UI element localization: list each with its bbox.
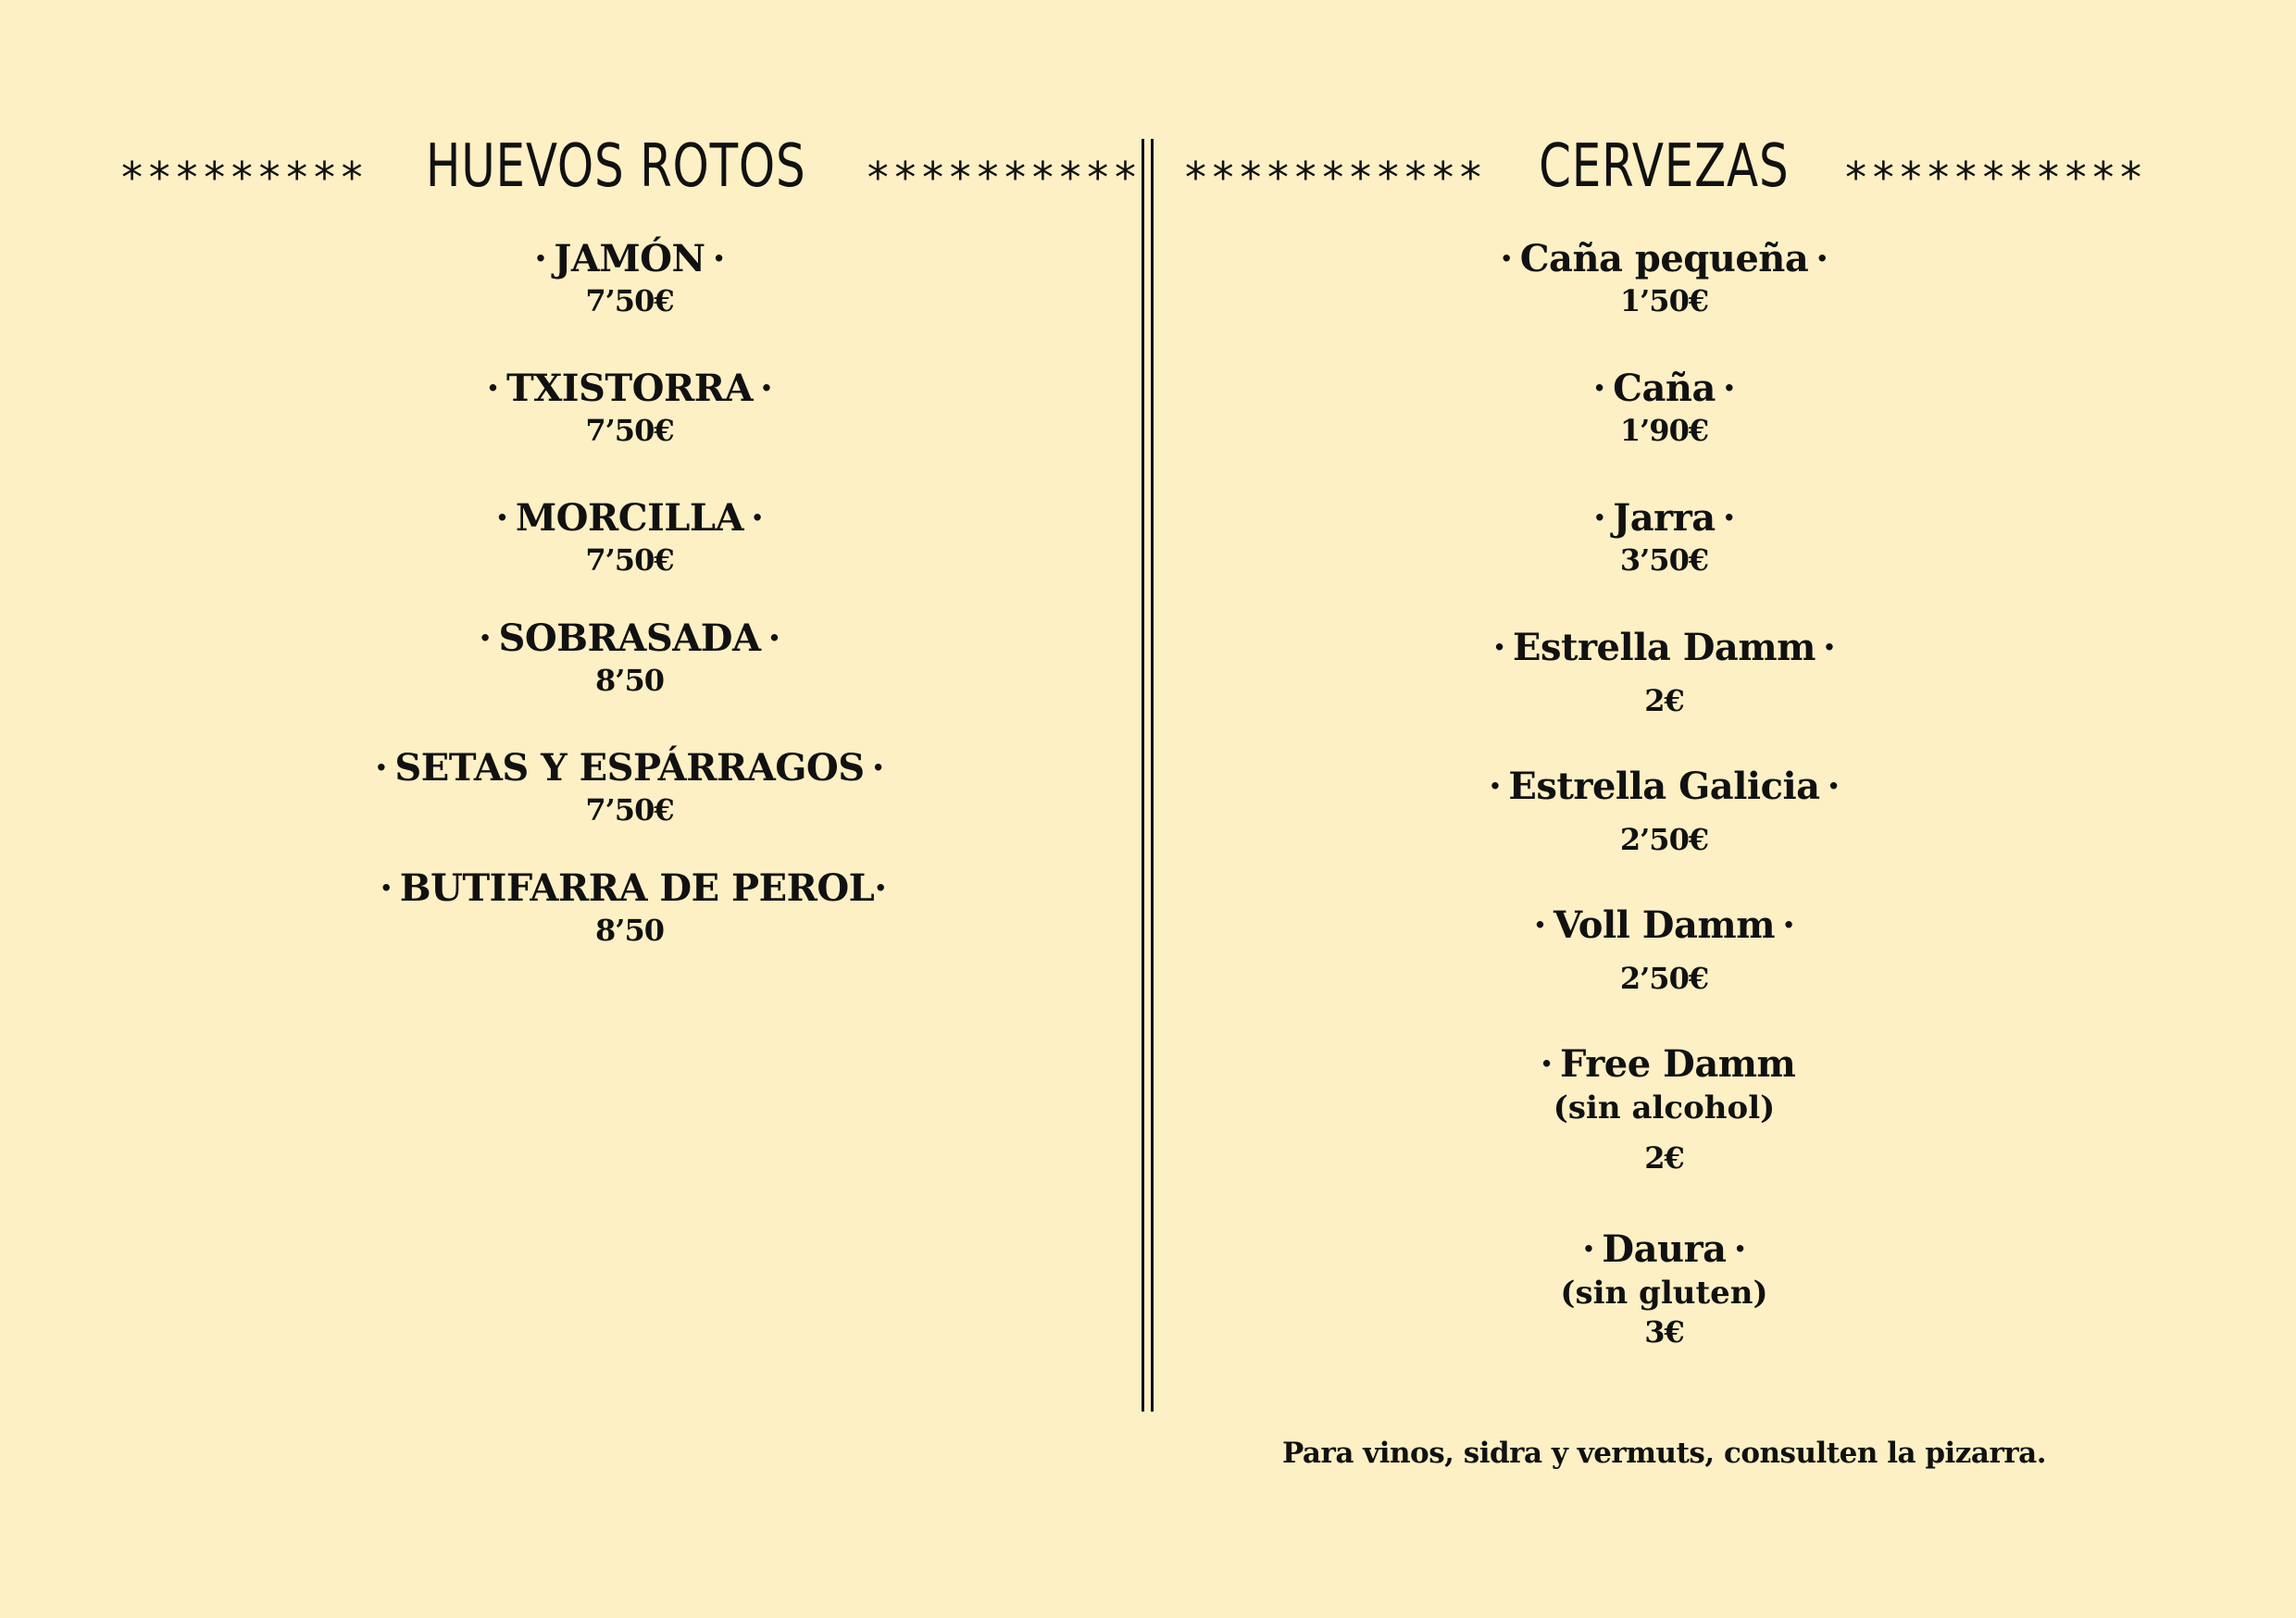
item-name: JAMÓN — [554, 237, 705, 280]
item-name: SOBRASADA — [498, 616, 761, 660]
menu-item — [139, 745, 1120, 828]
bullet-dot: · — [1488, 765, 1502, 808]
item-name: Daura — [1602, 1227, 1727, 1271]
item-name: BUTIFARRA DE PEROL — [399, 866, 875, 910]
menu-item — [1190, 366, 2139, 449]
cervezas-section — [1182, 130, 2146, 1350]
bullet-dot: · — [380, 866, 393, 910]
bullet-dot: · — [1592, 367, 1606, 410]
item-price: 1’50€ — [1619, 283, 1709, 318]
menu-item — [1190, 236, 2139, 319]
item-name: Estrella Damm — [1513, 626, 1816, 669]
item-price: 8’50 — [595, 913, 664, 948]
bullet-dot: · — [1827, 765, 1841, 808]
item-price: 3’50€ — [1619, 542, 1709, 578]
menu-item — [1190, 764, 2139, 858]
bullet-dot: · — [1722, 367, 1736, 410]
stars-decoration: *********** — [1842, 153, 2146, 203]
section-heading — [119, 130, 1141, 204]
item-name: Free Damm — [1560, 1042, 1796, 1086]
item-price: 3€ — [1644, 1314, 1684, 1350]
bullet-dot: · — [1722, 496, 1736, 540]
item-price: 2’50€ — [1619, 961, 1709, 996]
bullet-dot: · — [1733, 1227, 1747, 1271]
menu-item — [139, 236, 1120, 319]
item-note: (sin alcohol) — [1553, 1089, 1776, 1126]
column-divider — [1151, 139, 1154, 1412]
item-name: Caña — [1613, 367, 1716, 410]
bullet-dot: · — [374, 746, 388, 790]
item-note: (sin gluten) — [1560, 1275, 1768, 1312]
bullet-dot: · — [1823, 626, 1836, 669]
section-title: HUEVOS ROTOS — [425, 132, 806, 201]
item-price: 2’50€ — [1619, 822, 1709, 857]
bullet-dot: · — [479, 616, 492, 660]
section-title: CERVEZAS — [1539, 132, 1790, 201]
bullet-dot: · — [760, 367, 773, 410]
column-divider — [1142, 139, 1144, 1412]
item-price: 7’50€ — [585, 413, 674, 448]
menu-item — [1190, 495, 2139, 579]
bullet-dot: · — [751, 496, 764, 540]
section-heading — [1182, 130, 2146, 204]
bullet-dot: · — [533, 237, 547, 280]
menu-item — [1190, 1226, 2139, 1350]
stars-decoration: ********** — [865, 153, 1141, 203]
item-price: 2€ — [1644, 1140, 1684, 1176]
item-name: Voll Damm — [1553, 903, 1776, 947]
bullet-dot: · — [1540, 1042, 1554, 1086]
menu-item — [139, 865, 1120, 949]
footer-note: Para vinos, sidra y vermuts, consulten la pizarra. — [1281, 1437, 2047, 1470]
item-name: Jarra — [1613, 496, 1716, 540]
item-name: Caña pequeña — [1519, 237, 1809, 280]
menu-item — [139, 366, 1120, 449]
huevos-rotos-section — [119, 130, 1141, 948]
item-price: 2€ — [1644, 683, 1684, 718]
item-name: MORCILLA — [515, 496, 744, 540]
bullet-dot: · — [495, 496, 508, 540]
bullet-dot: · — [1533, 903, 1546, 947]
stars-decoration: *********** — [1182, 153, 1486, 203]
menu-item — [1190, 902, 2139, 997]
bullet-dot: · — [486, 367, 499, 410]
item-name: TXISTORRA — [505, 367, 754, 410]
menu-item — [139, 616, 1120, 699]
menu-item — [1190, 1041, 2139, 1176]
bullet-dot: · — [1500, 237, 1513, 280]
item-price: 1’90€ — [1619, 413, 1709, 448]
bullet-dot: · — [1581, 1227, 1595, 1271]
bullet-dot: · — [871, 746, 885, 790]
menu-item — [139, 495, 1120, 579]
item-price: 8’50 — [595, 663, 664, 698]
item-name: SETAS Y ESPÁRRAGOS — [394, 746, 865, 790]
bullet-dot: · — [712, 237, 726, 280]
menu-item — [1190, 625, 2139, 719]
bullet-dot: · — [1816, 237, 1828, 280]
bullet-dot: · — [1782, 903, 1795, 947]
bullet-dot: · — [874, 866, 887, 910]
bullet-dot: · — [1592, 496, 1606, 540]
item-price: 7’50€ — [585, 542, 674, 578]
stars-decoration: ********* — [119, 153, 367, 203]
item-price: 7’50€ — [585, 792, 674, 828]
bullet-dot: · — [1492, 626, 1505, 669]
item-name: Estrella Galicia — [1508, 765, 1820, 808]
item-price: 7’50€ — [585, 283, 674, 318]
bullet-dot: · — [767, 616, 780, 660]
